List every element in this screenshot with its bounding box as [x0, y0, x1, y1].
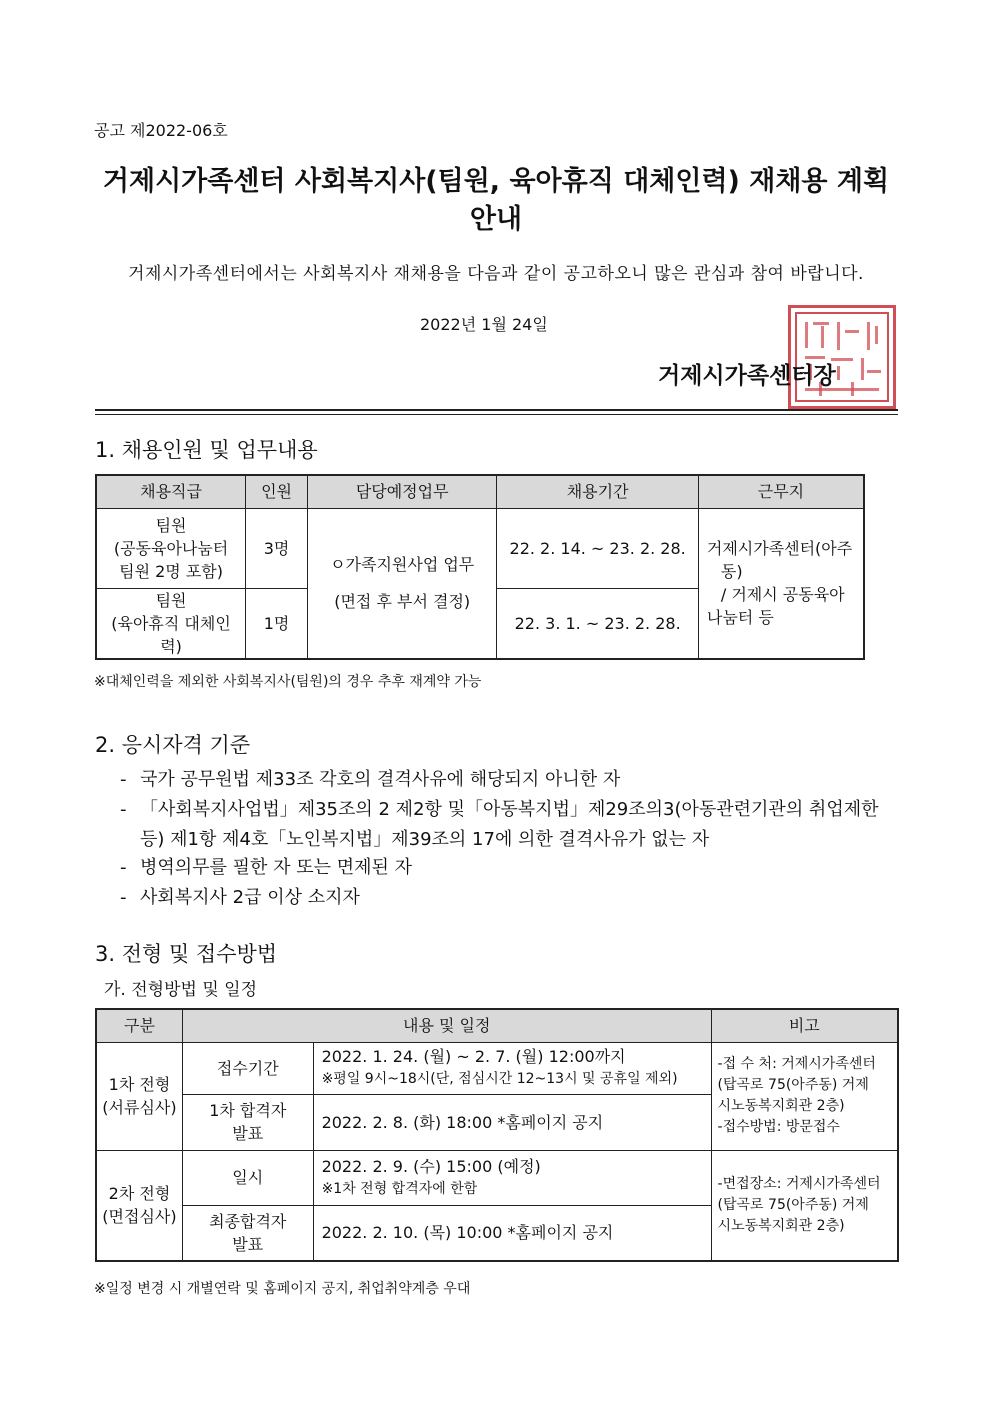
stage2-step2-detail: 2022. 2. 10. (목) 10:00 *홈페이지 공지 [313, 1205, 711, 1261]
title-line-1: 거제시가족센터 사회복지사(팀원, 육아휴직 대체인력) 재채용 계획 [102, 166, 890, 197]
stage1-name: 1차 전형 (서류심사) [96, 1042, 182, 1150]
section-3-subheading: 가. 전형방법 및 일정 [104, 980, 257, 1000]
row2-count: 1명 [246, 588, 308, 659]
schedule-table [95, 1008, 899, 1262]
intro-text: 거제시가족센터에서는 사회복지사 재채용을 다음과 같이 공고하오니 많은 관심과 참여 바랍니다. [128, 264, 864, 284]
stage2-step1: 일시 [182, 1150, 313, 1205]
stage1-remark: -접 수 처: 거제시가족센터 (탑곡로 75(아주동) 거제 시노동복지회관 2층) -접수방법: 방문접수 [711, 1042, 898, 1150]
col-header-period: 채용기간 [497, 475, 698, 508]
criteria-item: - 병역의무를 필한 자 또는 면제된 자 [120, 857, 413, 878]
duty-cell: ㅇ가족지원사업 업무 (면접 후 부서 결정) [307, 508, 496, 659]
stage1-step1: 접수기간 [182, 1042, 313, 1094]
stage2-step2: 최종합격자 발표 [182, 1205, 313, 1261]
stage1-step2: 1차 합격자 발표 [182, 1094, 313, 1150]
stage2-name: 2차 전형 (면접심사) [96, 1150, 182, 1261]
section-3-heading: 3. 전형 및 접수방법 [95, 942, 278, 966]
row1-position: 팀원 (공동육아나눔터 팀원 2명 포함) [96, 508, 246, 588]
row2-position: 팀원 (육아휴직 대체인력) [96, 588, 246, 659]
col-header-position: 채용직급 [96, 475, 246, 508]
col-header-content: 내용 및 일정 [182, 1009, 711, 1042]
stage2-remark: -면접장소: 거제시가족센터 (탑곡로 75(아주동) 거제 시노동복지회관 2층) [711, 1150, 898, 1261]
table1-note: ※대체인력을 제외한 사회복지사(팀원)의 경우 추후 재계약 가능 [94, 674, 482, 690]
section-1-heading: 1. 채용인원 및 업무내용 [95, 438, 318, 462]
title-line-2: 안내 [469, 204, 523, 235]
criteria-item: - 사회복지사 2급 이상 소지자 [120, 887, 360, 908]
col-header-remark: 비고 [711, 1009, 898, 1042]
recruitment-table [95, 474, 865, 660]
col-header-count: 인원 [246, 475, 308, 508]
stage1-step1-detail: 2022. 1. 24. (월) ~ 2. 7. (월) 12:00까지 ※평일 9시~18시(단, 점심시간 12~13시 및 공휴일 제외) [313, 1042, 711, 1094]
header-divider-thin [95, 414, 898, 415]
document-title [60, 163, 932, 239]
row2-period: 22. 3. 1. ~ 23. 2. 28. [497, 588, 698, 659]
header-divider [95, 409, 898, 411]
table2-note: ※일정 변경 시 개별연락 및 홈페이지 공지, 취업취약계층 우대 [94, 1281, 471, 1297]
row1-period: 22. 2. 14. ~ 23. 2. 28. [497, 508, 698, 588]
notice-date: 2022년 1월 24일 [420, 315, 548, 334]
criteria-item: - 「사회복지사업법」제35조의 2 제2항 및「아동복지법」제29조의3(아동관련기관의 취업제한 등) 제1항 제4호「노인복지법」제39조의 17에 의한 결격사유가 없는 자 [120, 799, 879, 850]
workplace-cell: 거제시가족센터(아주 동) / 거제시 공동육아 나눔터 등 [698, 508, 864, 659]
section-2-heading: 2. 응시자격 기준 [95, 733, 251, 757]
stage1-step2-detail: 2022. 2. 8. (화) 18:00 *홈페이지 공지 [313, 1094, 711, 1150]
col-header-stage: 구분 [96, 1009, 182, 1042]
col-header-duty: 담당예정업무 [307, 475, 496, 508]
stage2-step1-detail: 2022. 2. 9. (수) 15:00 (예정) ※1차 전형 합격자에 한함 [313, 1150, 711, 1205]
criteria-item: - 국가 공무원법 제33조 각호의 결격사유에 해당되지 아니한 자 [120, 769, 621, 790]
row1-count: 3명 [246, 508, 308, 588]
col-header-workplace: 근무지 [698, 475, 864, 508]
notice-number: 공고 제2022-06호 [94, 121, 228, 140]
issuer-name: 거제시가족센터장 [658, 363, 836, 389]
